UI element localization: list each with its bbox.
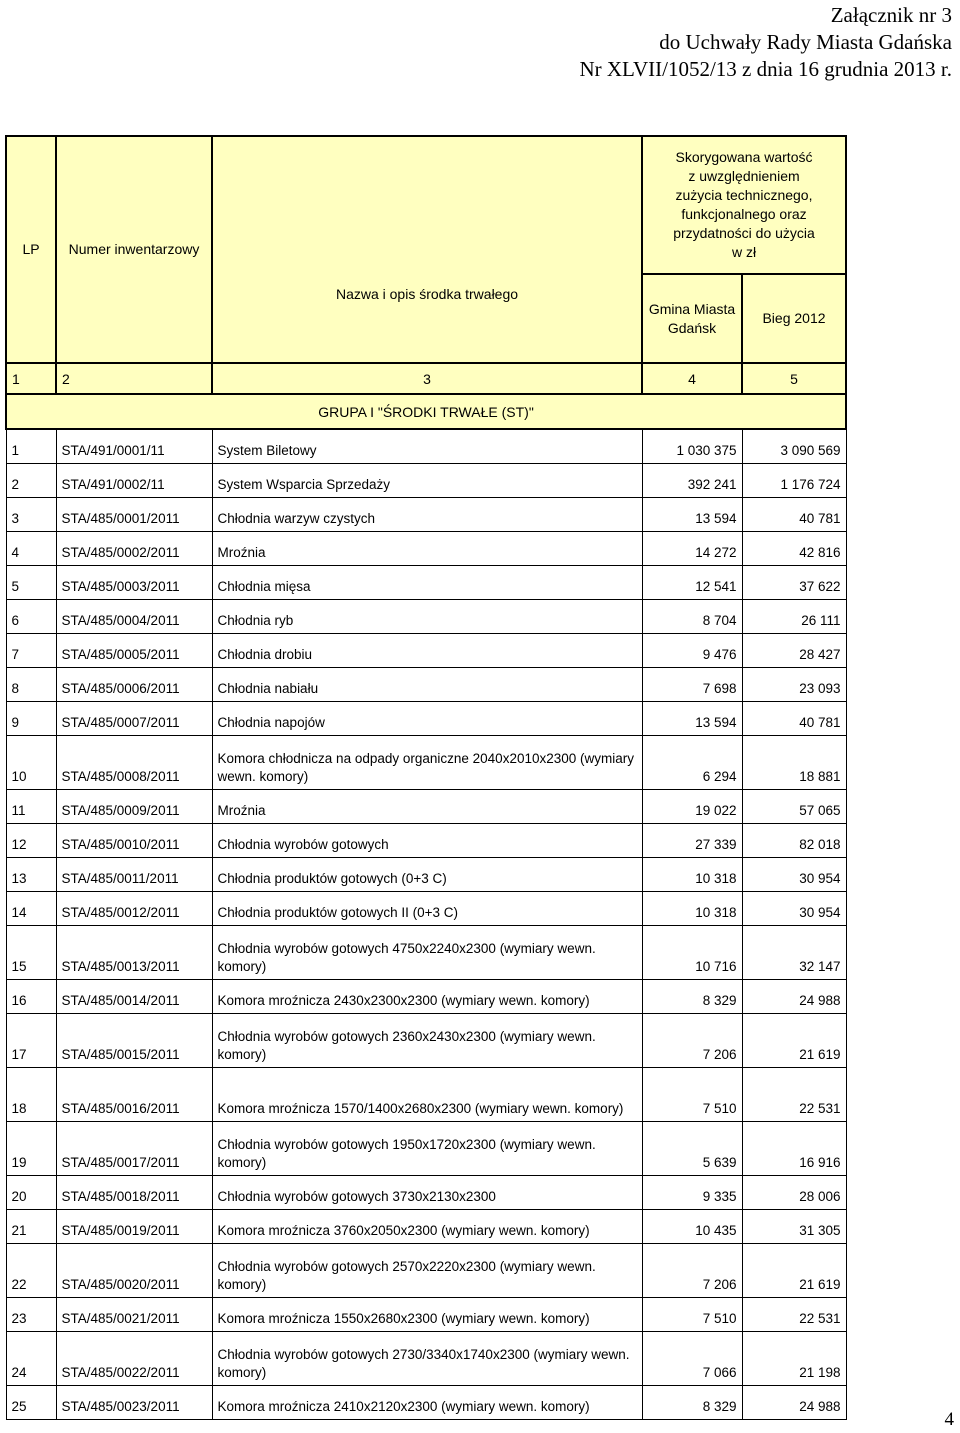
row-value-bieg: 23 093: [742, 668, 846, 702]
row-lp: 22: [6, 1244, 56, 1298]
attachment-line-3: Nr XLVII/1052/13 z dnia 16 grudnia 2013 r.: [579, 57, 952, 81]
group-row: [6, 394, 846, 429]
row-value-bieg: 30 954: [742, 892, 846, 926]
row-value-bieg: 24 988: [742, 980, 846, 1014]
row-value-gmina: 10 435: [642, 1210, 742, 1244]
column-number: 2: [56, 363, 212, 394]
row-inventory-number: STA/485/0001/2011: [56, 498, 212, 532]
column-number: 5: [742, 363, 846, 394]
attachment-header: [579, 2, 952, 83]
table-row: [6, 532, 846, 566]
row-value-gmina: 8 329: [642, 1386, 742, 1420]
table-row: [6, 736, 846, 790]
row-lp: 7: [6, 634, 56, 668]
row-value-gmina: 6 294: [642, 736, 742, 790]
row-value-gmina: 10 318: [642, 858, 742, 892]
row-asset-name: Chłodnia nabiału: [212, 668, 642, 702]
row-value-gmina: 13 594: [642, 702, 742, 736]
row-value-gmina: 27 339: [642, 824, 742, 858]
row-asset-name: Komora mroźnicza 2410x2120x2300 (wymiary wewn. komory): [212, 1386, 642, 1420]
page-number: 4: [944, 1409, 954, 1430]
row-value-gmina: 8 704: [642, 600, 742, 634]
row-value-bieg: 40 781: [742, 498, 846, 532]
row-inventory-number: STA/485/0018/2011: [56, 1176, 212, 1210]
row-lp: 9: [6, 702, 56, 736]
row-value-bieg: 22 531: [742, 1298, 846, 1332]
row-value-bieg: 1 176 724: [742, 464, 846, 498]
row-value-gmina: 7 066: [642, 1332, 742, 1386]
row-inventory-number: STA/485/0017/2011: [56, 1122, 212, 1176]
table-row: [6, 1122, 846, 1176]
row-value-bieg: 26 111: [742, 600, 846, 634]
table-row: [6, 790, 846, 824]
row-value-gmina: 7 206: [642, 1244, 742, 1298]
row-lp: 2: [6, 464, 56, 498]
row-value-gmina: 10 716: [642, 926, 742, 980]
row-asset-name: Mroźnia: [212, 532, 642, 566]
header-inventory-number: Numer inwentarzowy: [56, 136, 212, 363]
row-value-bieg: 57 065: [742, 790, 846, 824]
row-asset-name: Chłodnia wyrobów gotowych 2730/3340x1740x2300 (wymiary wewn. komory): [212, 1332, 642, 1386]
row-value-bieg: 31 305: [742, 1210, 846, 1244]
table-row: [6, 634, 846, 668]
attachment-line-2: do Uchwały Rady Miasta Gdańska: [659, 30, 952, 54]
table-row: [6, 892, 846, 926]
row-asset-name: Komora chłodnicza na odpady organiczne 2040x2010x2300 (wymiary wewn. komory): [212, 736, 642, 790]
row-inventory-number: STA/491/0002/11: [56, 464, 212, 498]
row-value-bieg: 21 198: [742, 1332, 846, 1386]
row-lp: 5: [6, 566, 56, 600]
table-row: [6, 1298, 846, 1332]
row-asset-name: Komora mroźnicza 1570/1400x2680x2300 (wymiary wewn. komory): [212, 1068, 642, 1122]
header-asset-name: Nazwa i opis środka trwałego: [212, 136, 642, 363]
row-lp: 18: [6, 1068, 56, 1122]
table-row: [6, 566, 846, 600]
row-asset-name: Chłodnia wyrobów gotowych 1950x1720x2300 (wymiary wewn. komory): [212, 1122, 642, 1176]
row-value-gmina: 7 510: [642, 1298, 742, 1332]
row-value-gmina: 10 318: [642, 892, 742, 926]
row-asset-name: Chłodnia wyrobów gotowych: [212, 824, 642, 858]
row-lp: 17: [6, 1014, 56, 1068]
row-asset-name: Chłodnia wyrobów gotowych 2360x2430x2300 (wymiary wewn. komory): [212, 1014, 642, 1068]
row-lp: 3: [6, 498, 56, 532]
row-inventory-number: STA/485/0016/2011: [56, 1068, 212, 1122]
table-row: [6, 1210, 846, 1244]
row-value-bieg: 42 816: [742, 532, 846, 566]
table-row: [6, 980, 846, 1014]
table-row: [6, 824, 846, 858]
row-value-bieg: 37 622: [742, 566, 846, 600]
row-lp: 6: [6, 600, 56, 634]
row-asset-name: Komora mroźnicza 1550x2680x2300 (wymiary wewn. komory): [212, 1298, 642, 1332]
row-lp: 23: [6, 1298, 56, 1332]
table-row: [6, 1244, 846, 1298]
table-row: [6, 464, 846, 498]
row-asset-name: Chłodnia produktów gotowych (0+3 C): [212, 858, 642, 892]
row-asset-name: Chłodnia wyrobów gotowych 4750x2240x2300 (wymiary wewn. komory): [212, 926, 642, 980]
row-value-gmina: 7 698: [642, 668, 742, 702]
row-value-bieg: 18 881: [742, 736, 846, 790]
row-asset-name: Chłodnia ryb: [212, 600, 642, 634]
row-value-gmina: 13 594: [642, 498, 742, 532]
table-row: [6, 858, 846, 892]
row-inventory-number: STA/485/0014/2011: [56, 980, 212, 1014]
row-value-gmina: 9 476: [642, 634, 742, 668]
row-value-gmina: 9 335: [642, 1176, 742, 1210]
column-number: 3: [212, 363, 642, 394]
table-row: [6, 1176, 846, 1210]
row-lp: 12: [6, 824, 56, 858]
row-inventory-number: STA/485/0010/2011: [56, 824, 212, 858]
row-asset-name: System Wsparcia Sprzedaży: [212, 464, 642, 498]
row-inventory-number: STA/485/0011/2011: [56, 858, 212, 892]
row-inventory-number: STA/485/0003/2011: [56, 566, 212, 600]
row-lp: 19: [6, 1122, 56, 1176]
row-asset-name: Chłodnia warzyw czystych: [212, 498, 642, 532]
assets-table: [5, 135, 847, 1420]
row-lp: 25: [6, 1386, 56, 1420]
table-row: [6, 1386, 846, 1420]
row-inventory-number: STA/491/0001/11: [56, 429, 212, 464]
table-row: [6, 1332, 846, 1386]
row-lp: 21: [6, 1210, 56, 1244]
table-row: [6, 429, 846, 464]
row-inventory-number: STA/485/0013/2011: [56, 926, 212, 980]
row-value-bieg: 21 619: [742, 1014, 846, 1068]
row-value-bieg: 40 781: [742, 702, 846, 736]
row-lp: 4: [6, 532, 56, 566]
row-inventory-number: STA/485/0021/2011: [56, 1298, 212, 1332]
row-asset-name: Chłodnia wyrobów gotowych 3730x2130x2300: [212, 1176, 642, 1210]
row-inventory-number: STA/485/0009/2011: [56, 790, 212, 824]
row-value-gmina: 12 541: [642, 566, 742, 600]
row-value-gmina: 1 030 375: [642, 429, 742, 464]
row-lp: 20: [6, 1176, 56, 1210]
group-title: GRUPA I "ŚRODKI TRWAŁE (ST)": [6, 394, 846, 429]
row-asset-name: Mroźnia: [212, 790, 642, 824]
row-inventory-number: STA/485/0019/2011: [56, 1210, 212, 1244]
row-asset-name: Komora mroźnicza 3760x2050x2300 (wymiary wewn. komory): [212, 1210, 642, 1244]
row-value-bieg: 16 916: [742, 1122, 846, 1176]
table-row: [6, 1068, 846, 1122]
row-value-gmina: 14 272: [642, 532, 742, 566]
row-lp: 8: [6, 668, 56, 702]
column-numbers-row: [6, 363, 846, 394]
row-value-bieg: 28 427: [742, 634, 846, 668]
row-lp: 10: [6, 736, 56, 790]
row-value-bieg: 3 090 569: [742, 429, 846, 464]
row-lp: 14: [6, 892, 56, 926]
row-inventory-number: STA/485/0002/2011: [56, 532, 212, 566]
row-lp: 16: [6, 980, 56, 1014]
row-inventory-number: STA/485/0007/2011: [56, 702, 212, 736]
header-lp: LP: [6, 136, 56, 363]
row-inventory-number: STA/485/0008/2011: [56, 736, 212, 790]
row-value-gmina: 8 329: [642, 980, 742, 1014]
row-value-gmina: 392 241: [642, 464, 742, 498]
row-value-bieg: 24 988: [742, 1386, 846, 1420]
row-value-gmina: 7 510: [642, 1068, 742, 1122]
row-lp: 11: [6, 790, 56, 824]
row-value-gmina: 19 022: [642, 790, 742, 824]
row-value-bieg: 22 531: [742, 1068, 846, 1122]
row-value-bieg: 28 006: [742, 1176, 846, 1210]
column-number: 4: [642, 363, 742, 394]
row-asset-name: Chłodnia wyrobów gotowych 2570x2220x2300 (wymiary wewn. komory): [212, 1244, 642, 1298]
row-inventory-number: STA/485/0020/2011: [56, 1244, 212, 1298]
row-value-bieg: 32 147: [742, 926, 846, 980]
row-lp: 24: [6, 1332, 56, 1386]
row-asset-name: Chłodnia produktów gotowych II (0+3 C): [212, 892, 642, 926]
row-asset-name: Komora mroźnicza 2430x2300x2300 (wymiary wewn. komory): [212, 980, 642, 1014]
row-value-bieg: 30 954: [742, 858, 846, 892]
row-value-bieg: 82 018: [742, 824, 846, 858]
row-inventory-number: STA/485/0004/2011: [56, 600, 212, 634]
row-lp: 15: [6, 926, 56, 980]
table-row: [6, 702, 846, 736]
header-bieg: Bieg 2012: [742, 274, 846, 363]
row-value-gmina: 7 206: [642, 1014, 742, 1068]
row-value-bieg: 21 619: [742, 1244, 846, 1298]
row-inventory-number: STA/485/0015/2011: [56, 1014, 212, 1068]
row-asset-name: System Biletowy: [212, 429, 642, 464]
header-gmina: Gmina Miasta Gdańsk: [642, 274, 742, 363]
table-row: [6, 600, 846, 634]
row-asset-name: Chłodnia drobiu: [212, 634, 642, 668]
table-row: [6, 1014, 846, 1068]
row-asset-name: Chłodnia napojów: [212, 702, 642, 736]
header-corrected-value: Skorygowana wartość z uwzględnieniem zużycia technicznego, funkcjonalnego oraz przydatności do użycia w zł: [642, 136, 846, 274]
row-lp: 13: [6, 858, 56, 892]
row-inventory-number: STA/485/0022/2011: [56, 1332, 212, 1386]
row-inventory-number: STA/485/0005/2011: [56, 634, 212, 668]
table-row: [6, 668, 846, 702]
row-inventory-number: STA/485/0012/2011: [56, 892, 212, 926]
row-inventory-number: STA/485/0006/2011: [56, 668, 212, 702]
row-inventory-number: STA/485/0023/2011: [56, 1386, 212, 1420]
table-row: [6, 498, 846, 532]
row-lp: 1: [6, 429, 56, 464]
row-asset-name: Chłodnia mięsa: [212, 566, 642, 600]
attachment-line-1: Załącznik nr 3: [830, 3, 952, 27]
column-number: 1: [6, 363, 56, 394]
row-value-gmina: 5 639: [642, 1122, 742, 1176]
table-row: [6, 926, 846, 980]
